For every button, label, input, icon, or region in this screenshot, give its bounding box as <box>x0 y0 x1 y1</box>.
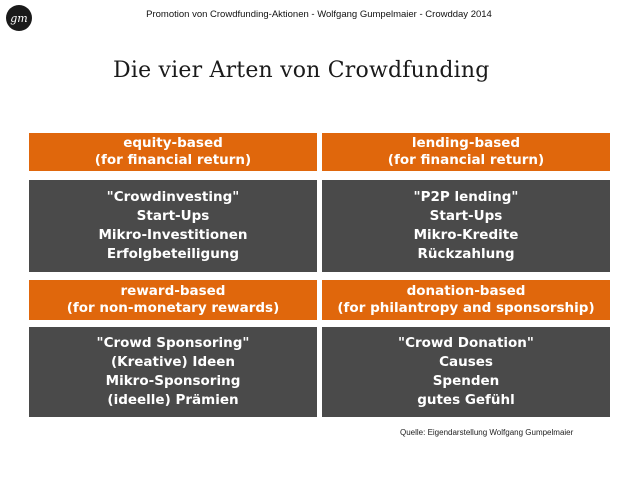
detail-line: Mikro-Sponsoring <box>105 373 241 389</box>
detail-line: (Kreative) Ideen <box>110 354 236 370</box>
presentation-subtitle: Promotion von Crowdfunding-Aktionen - Wolfgang Gumpelmaier - Crowdday 2014 <box>146 9 492 20</box>
reward-based-heading <box>29 280 317 320</box>
heading-line: (for non-monetary rewards) <box>66 300 280 316</box>
detail-line: Mikro-Investitionen <box>98 227 248 243</box>
detail-line: Spenden <box>432 373 500 389</box>
lending-based-details <box>322 180 610 272</box>
heading-line: reward-based <box>120 283 226 299</box>
detail-line: (ideelle) Prämien <box>107 392 239 408</box>
detail-line: "P2P lending" <box>413 189 519 205</box>
detail-line: Start-Ups <box>136 208 210 224</box>
detail-line: Start-Ups <box>429 208 503 224</box>
donation-based-heading <box>322 280 610 320</box>
heading-line: equity-based <box>123 135 223 151</box>
heading-line: lending-based <box>411 135 521 151</box>
gm-logo: gm <box>6 5 32 31</box>
detail-line: Causes <box>439 354 493 370</box>
detail-line: Erfolgbeteiligung <box>106 246 240 262</box>
heading-line: (for financial return) <box>387 152 545 168</box>
heading-line: (for financial return) <box>94 152 252 168</box>
detail-line: "Crowd Sponsoring" <box>96 335 250 351</box>
source-caption: Quelle: Eigendarstellung Wolfgang Gumpelmaier <box>400 428 574 437</box>
lending-based-heading <box>322 133 610 171</box>
detail-line: Mikro-Kredite <box>413 227 519 243</box>
slide-title: Die vier Arten von Crowdfunding <box>113 58 490 83</box>
reward-based-details <box>29 327 317 417</box>
detail-line: Rückzahlung <box>417 246 515 262</box>
donation-based-details <box>322 327 610 417</box>
detail-line: "Crowdinvesting" <box>106 189 240 205</box>
equity-based-heading <box>29 133 317 171</box>
detail-line: gutes Gefühl <box>417 392 515 408</box>
equity-based-details <box>29 180 317 272</box>
heading-line: donation-based <box>406 283 526 299</box>
detail-line: "Crowd Donation" <box>398 335 534 351</box>
heading-line: (for philantropy and sponsorship) <box>337 300 595 316</box>
